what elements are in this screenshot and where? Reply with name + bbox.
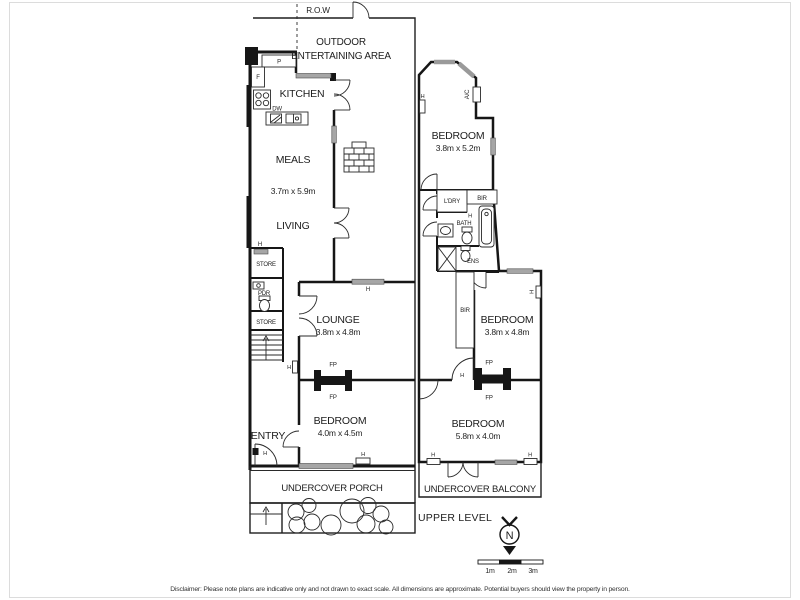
scale-1m-label: 1m bbox=[485, 568, 495, 575]
robe1-label: BIR bbox=[477, 196, 487, 202]
balcony-heater-left-label: H bbox=[431, 452, 435, 459]
vanity-icon bbox=[438, 224, 453, 237]
fridge-label: F bbox=[256, 75, 260, 81]
store-window bbox=[254, 250, 268, 255]
laundry-label: L'DRY bbox=[443, 199, 461, 205]
balcony-heater-right-label: H bbox=[528, 452, 532, 459]
disclaimer-text: Disclaimer: Please note plans are indicative only and not drawn to exact scale. All dimensions are approximate. Potential buyers should view the property in person. bbox=[170, 586, 630, 593]
bedroom3-door-heater-label: H bbox=[460, 373, 464, 379]
scale-3m-label: 3m bbox=[528, 568, 538, 575]
north-compass-icon bbox=[500, 517, 519, 555]
upper-floor-plan bbox=[418, 62, 541, 524]
ac-unit-box bbox=[473, 87, 481, 102]
outdoor-label-2: ENTERTAINING AREA bbox=[291, 51, 391, 62]
upper-fp-label-bottom: FP bbox=[485, 395, 493, 402]
outdoor-label-1: OUTDOOR bbox=[316, 37, 366, 48]
meals-dims: 3.7m x 5.9m bbox=[270, 186, 316, 196]
store-lower-label: STORE bbox=[256, 320, 276, 326]
compass-n-label: N bbox=[505, 530, 514, 542]
upper-windows bbox=[420, 100, 542, 465]
lounge-heater-label: H bbox=[287, 365, 291, 371]
sink-icon bbox=[286, 114, 301, 123]
bathtub-icon bbox=[479, 206, 494, 247]
bedroom3-dims: 5.8m x 4.0m bbox=[455, 431, 501, 441]
stove-icon bbox=[254, 90, 271, 109]
lounge-label: LOUNGE bbox=[316, 314, 360, 326]
courtyard-window-label: H bbox=[365, 287, 371, 293]
store-upper-label: STORE bbox=[256, 262, 276, 268]
ground-floor-plan bbox=[245, 2, 415, 535]
pantry-label: P bbox=[277, 59, 281, 66]
scale-2m-label: 2m bbox=[507, 568, 517, 575]
fp-label-top: FP bbox=[329, 362, 337, 369]
bedroom2-heater-label: H bbox=[529, 290, 536, 294]
pdr-basin-icon bbox=[253, 282, 264, 289]
ens-label: ENS bbox=[467, 259, 479, 265]
gf-bedroom-dims: 4.0m x 4.5m bbox=[317, 428, 363, 438]
brick-bbq-icon bbox=[344, 142, 374, 172]
scale-bar bbox=[478, 560, 543, 575]
upper-fireplace-icon bbox=[474, 368, 511, 390]
robe2-label: BIR bbox=[460, 308, 470, 314]
bath-toilet-icon bbox=[462, 227, 472, 244]
dishwasher-label: DW bbox=[272, 106, 282, 113]
bedroom1-label: BEDROOM bbox=[431, 130, 485, 142]
bedroom2-label: BEDROOM bbox=[480, 314, 534, 326]
entry-heater-label: H bbox=[263, 451, 267, 457]
living-label: LIVING bbox=[276, 220, 310, 232]
bath-heater-label: H bbox=[468, 213, 472, 220]
porch-label: UNDERCOVER PORCH bbox=[281, 483, 383, 494]
upper-heater-left-label: H bbox=[420, 94, 425, 100]
ac-label: A/C bbox=[465, 89, 471, 100]
stairs-icon bbox=[250, 335, 283, 360]
fp-label-bottom: FP bbox=[329, 395, 337, 401]
hall-heater-box bbox=[293, 361, 298, 373]
garden-bed bbox=[250, 503, 415, 533]
upper-level-title: UPPER LEVEL bbox=[418, 512, 492, 524]
ground-walls bbox=[245, 47, 415, 470]
store-heater-label: H bbox=[257, 242, 263, 248]
porch-window-label: H bbox=[361, 452, 365, 458]
gf-bedroom-label: BEDROOM bbox=[313, 415, 367, 427]
shower-icon bbox=[438, 247, 456, 271]
kitchen-label: KITCHEN bbox=[279, 88, 325, 100]
bedroom1-dims: 3.8m x 5.2m bbox=[435, 143, 481, 153]
ground-fireplace-icon bbox=[314, 370, 352, 391]
lounge-dims: 3.8m x 4.8m bbox=[315, 327, 361, 337]
bedroom2-dims: 3.8m x 4.8m bbox=[484, 327, 530, 337]
pdr-toilet-icon bbox=[259, 296, 270, 312]
image-border bbox=[10, 3, 791, 598]
ground-windows bbox=[296, 74, 384, 469]
entry-label: ENTRY bbox=[250, 430, 286, 442]
upper-fp-label-top: FP bbox=[485, 360, 493, 367]
meals-label: MEALS bbox=[275, 154, 311, 166]
row-label: R.O.W bbox=[306, 6, 330, 15]
balcony-label: UNDERCOVER BALCONY bbox=[423, 484, 537, 495]
bath-label: BATH bbox=[456, 221, 472, 227]
upper-walls bbox=[419, 62, 541, 462]
pdr-label: PDR bbox=[257, 291, 271, 297]
bedroom3-label: BEDROOM bbox=[451, 418, 505, 430]
